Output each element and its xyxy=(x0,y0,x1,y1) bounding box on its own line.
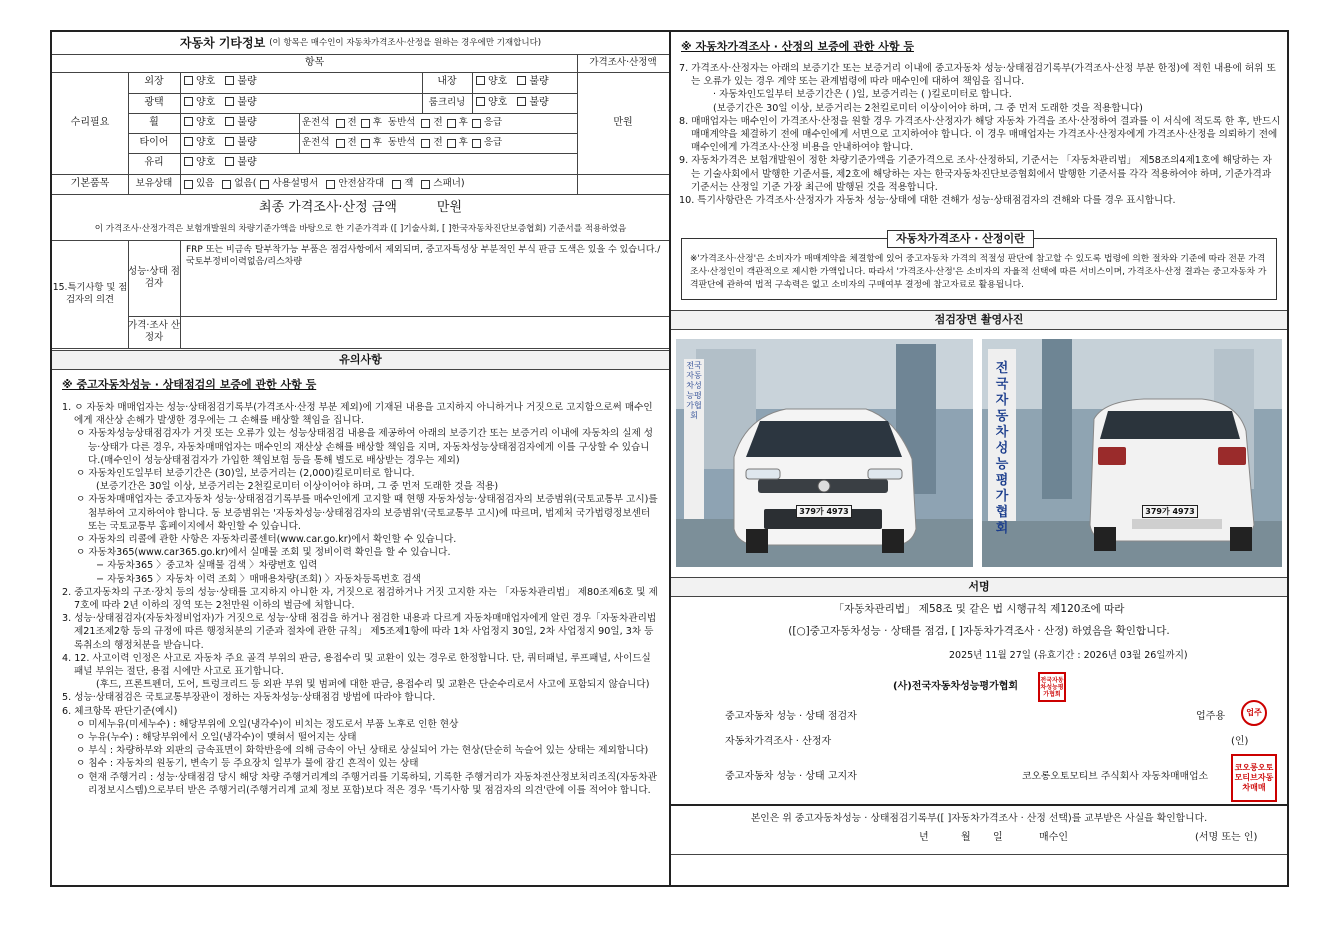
buyer-sign: (서명 또는 인) xyxy=(1195,832,1258,843)
interior-good-checkbox[interactable] xyxy=(476,76,485,85)
gloss-good-checkbox[interactable] xyxy=(184,97,193,106)
tire-driver-rear-checkbox[interactable] xyxy=(361,139,370,148)
repair-needed-label: 수리필요 xyxy=(70,116,110,128)
perf-inspector-label: 성능·상태 점검자 xyxy=(128,266,180,289)
rear-license-plate: 379가 4973 xyxy=(1142,505,1198,518)
notice-item: 3. 성능·상태점검자(자동차정비업자)가 거짓으로 성능·상태 점검을 하거나 점검한 내용과 다르게 자동차매매업자에게 알린 경우「자동차관리법 제21조제2항 등의 규정에 따른 행정처분의 기준과 절차에 관한 규칙」 제5조제1항에 따라 1차 사업정지 30일, 2차 사업정지 90일, 3차 등록취소의 행정처분을 받습니다. xyxy=(62,613,657,651)
exterior-bad-checkbox[interactable] xyxy=(225,76,234,85)
buyer-label: 매수인 xyxy=(1039,832,1068,843)
room-cleaning-options: 양호 불량 xyxy=(472,93,577,113)
photo-area xyxy=(671,331,1287,577)
wheel-good-checkbox[interactable] xyxy=(184,117,193,126)
exterior-options: 양호 불량 xyxy=(180,72,422,93)
room-good-checkbox[interactable] xyxy=(476,97,485,106)
final-price-unit: 만원 xyxy=(436,199,463,215)
receipt-day: 일 xyxy=(993,832,1003,843)
signature-title: 서명 xyxy=(671,577,1287,597)
front-banner-text: 전국자동차성능평가협회 xyxy=(686,361,702,420)
guarantee-item: (보증기간은 30일 이상, 보증거리는 2천킬로미터 이상이어야 하며, 그 중 먼저 도래한 것을 적용합니다) xyxy=(713,102,1143,114)
interior-label: 내장 xyxy=(437,76,457,88)
right-column xyxy=(671,32,1287,885)
notice-item: 4. 12. 사고이력 인정은 사고로 자동차 주요 골격 부위의 판금, 용접수리 및 교환이 있는 경우로 한정합니다. 단, 쿼터패널, 루프패널, 사이드실패널 부위는 절단, 용접 시에만 사고로 표기합니다. xyxy=(62,652,651,678)
notice-item: ㅇ 자동차365(www.car365.go.kr)에서 실매물 조회 및 정비이력 확인을 할 수 있습니다. xyxy=(76,547,451,559)
wheel-label: 휠 xyxy=(149,116,159,128)
guarantee-item: 9. 자동차가격은 보험개발원이 정한 차량기준가액을 기준가격으로 조사·산정하되, 기준서는 「자동차관리법」 제58조의4제1호에 해당하는 자는 기술사회에서 발행한 기준서를, 제2호에 해당하는 자는 한국자동차진단보증협회에서 발행한 기준서를 각각 적용하여야 하며, 기준가격과 기준서는 산정일 기준 가장 최근에 발행된 것을 적용합니다. xyxy=(679,155,1272,193)
basic-items-label: 기본품목 xyxy=(70,177,110,189)
inspection-record-sheet xyxy=(50,30,1289,887)
notice-item: ㅇ 미세누유(미세누수) : 해당부위에 오일(냉각수)이 비치는 정도로서 부품 노후로 인한 현상 xyxy=(76,718,459,730)
notice-item: ㅇ 자동차인도일부터 보증기간은 (30)일, 보증거리는 (2,000)킬로미터로 합니다. xyxy=(76,468,415,480)
notice-item: ㅇ 부식 : 차량하부와 외판의 금속표면이 화학반응에 의해 금속이 아닌 상태로 상실되어 가는 현상(단순히 녹슬어 있는 상태는 제외합니다) xyxy=(76,745,649,757)
front-inspection-photo xyxy=(676,339,973,567)
manual-checkbox[interactable] xyxy=(260,180,269,189)
notice-item: ㅇ 침수 : 자동차의 원동기, 변속기 등 주요장치 일부가 물에 잠긴 흔적이 있는 상태 xyxy=(76,758,419,770)
notice-item: 5. 성능·상태점검은 국토교통부장관이 정하는 자동차성능·상태점검 방법에 따라야 합니다. xyxy=(62,692,436,704)
gloss-label: 광택 xyxy=(144,96,164,108)
room-cleaning-label: 룸크리닝 xyxy=(428,97,466,109)
front-license-plate: 379가 4973 xyxy=(796,505,852,518)
perf-inspector-opinion: FRP 또는 비금속 탈부착가능 부품은 점검사항에서 제외되며, 중고자특성상 부분적인 부식 판금 도색은 있을 수 있습니다./국토부정비이력없음/리스차량 xyxy=(186,245,661,267)
left-column xyxy=(52,32,671,885)
wheel-bad-checkbox[interactable] xyxy=(225,117,234,126)
notice-item: (보증기간은 30일 이상, 보증거리는 2천킬로미터 이상이어야 하며, 그 중 먼저 도래한 것을 적용) xyxy=(96,481,499,493)
inspector-seal: 업주 xyxy=(1241,700,1267,726)
tire-position-options: 운전석 전 후 동반석 전 후 응급 xyxy=(302,137,503,149)
definition-title: 자동차가격조사 · 산정이란 xyxy=(887,230,1034,248)
notifier-name: 코오롱오토모티브 주식회사 자동차매매업소 xyxy=(1022,771,1209,782)
jack-checkbox[interactable] xyxy=(392,180,401,189)
glass-label: 유리 xyxy=(144,157,164,169)
guarantee-heading: ※ 자동차가격조사 · 산정의 보증에 관한 사항 등 xyxy=(681,40,914,53)
item-column-header: 항목 xyxy=(304,56,325,68)
sign-date: 2025년 11월 27일 (유효기간 : 2026년 03월 26일까지) xyxy=(949,650,1188,661)
definition-box xyxy=(681,232,1277,300)
tire-driver-front-checkbox[interactable] xyxy=(336,139,345,148)
gloss-options: 양호 불량 xyxy=(180,93,422,113)
receipt-line: 본인은 위 중고자동차성능 · 상태점검기록부([ ]자동차가격조사 · 산정 선택)를 교부받은 사실을 확인합니다. xyxy=(750,813,1208,825)
price-unit: 만원 xyxy=(613,116,633,128)
tire-good-checkbox[interactable] xyxy=(184,137,193,146)
inspector-label: 중고자동차 성능 · 상태 점검자 xyxy=(725,711,857,722)
rear-banner-text: 전국자동차성능평가협회 xyxy=(995,361,1009,536)
guarantee-list xyxy=(679,62,1281,207)
notice-item: ㅇ 자동차의 리콜에 관한 사항은 자동차리콜센터(www.car.go.kr)에서 확인할 수 있습니다. xyxy=(76,534,457,546)
tire-bad-checkbox[interactable] xyxy=(225,137,234,146)
tire-emergency-checkbox[interactable] xyxy=(472,139,481,148)
tire-options: 양호 불량 xyxy=(180,133,299,153)
room-bad-checkbox[interactable] xyxy=(517,97,526,106)
notice-item: 6. 체크항목 판단기준(예시) xyxy=(62,705,178,717)
final-price-row xyxy=(52,197,669,219)
interior-options: 양호 불량 xyxy=(472,72,577,93)
interior-bad-checkbox[interactable] xyxy=(517,76,526,85)
association-seal: 전국자동차성능평가협회 xyxy=(1038,672,1066,702)
notice-item: 2. 중고자동차의 구조·장치 등의 성능·상태를 고지하지 아니한 자, 거짓으로 점검하거나 거짓 고지한 자는 「자동차관리법」 제80조제6호 및 제7호에 따라 2년 이하의 징역 또는 2천만원 이하의 벌금에 처합니다. xyxy=(62,586,658,612)
other-info-note: (이 항목은 매수인이 자동차가격조사·산정을 원하는 경우에만 기재합니다) xyxy=(269,37,542,48)
rear-inspection-photo xyxy=(982,339,1282,567)
inspector-sign: 업주용 xyxy=(1196,711,1225,722)
notice-item: (후드, 프론트펜더, 도어, 트렁크리드 등 외판 부위 및 범퍼에 대한 판금, 용접수리 및 교환은 단순수리로서 사고에 포함되지 않습니다) xyxy=(96,679,650,691)
dealer-seal: 코오롱오토모티브자동차매매 xyxy=(1231,754,1277,802)
basic-items-options: 있음 없음( 사용설명서 안전삼각대 잭 스패너) xyxy=(180,174,577,194)
have-checkbox[interactable] xyxy=(184,180,193,189)
safety-triangle-checkbox[interactable] xyxy=(326,180,335,189)
own-status-label: 보유상태 xyxy=(135,178,173,190)
standard-note: 이 가격조사·산정가격은 보험개발원의 차량기준가액을 바탕으로 한 기준가격과 ([ ]기술사회, [ ]한국자동차진단보증협회) 기준서를 적용하였음 xyxy=(94,223,627,234)
sign-line-1: 「자동차관리법」 제58조 및 같은 법 시행규칙 제120조에 따라 xyxy=(833,603,1125,616)
special-notes-label: 15.특기사항 및 점검자의 의견 xyxy=(52,282,128,305)
wheel-position-options: 운전석 전 후 동반석 전 후 응급 xyxy=(302,117,503,129)
gloss-bad-checkbox[interactable] xyxy=(225,97,234,106)
receipt-month: 월 xyxy=(961,832,971,843)
guarantee-item: · 자동차인도일부터 보증기간은 ( )일, 보증거리는 ( )킬로미터로 합니다. xyxy=(713,89,1012,101)
tire-pass-rear-checkbox[interactable] xyxy=(447,139,456,148)
notice-item: − 자동차365 〉자동차 이력 조회 〉매매용차량(조회) 〉자동차등록번호 검색 xyxy=(96,573,421,585)
exterior-label: 외장 xyxy=(144,76,164,88)
final-price-label: 최종 가격조사·산정 금액 xyxy=(258,199,397,215)
glass-good-checkbox[interactable] xyxy=(184,157,193,166)
glass-bad-checkbox[interactable] xyxy=(225,157,234,166)
definition-text: ※'가격조사·산정'은 소비자가 매매계약을 체결함에 있어 중고자동차 가격의 적절성 판단에 참고할 수 있도록 법령에 의한 절차와 기준에 따라 전문 가격조사·산정인이 객관적으로 제시한 가액입니다. 따라서 '가격조사·산정'은 소비자의 자율적 선택에 따른 서비스이며, 가격조사·산정 결과는 중고자동차 가격판단에 관하여 법적 구속력은 없고 소비자의 구매여부 결정에 참고자료로 활용됩니다. xyxy=(690,254,1267,290)
price-appraiser-label: 가격·조사 산정자 xyxy=(128,320,180,343)
glass-options: 양호 불량 xyxy=(180,153,422,174)
photo-title: 점검장면 촬영사진 xyxy=(671,310,1287,330)
notice-item: ㅇ 자동차매매업자는 중고자동차 성능·상태점검기록부를 매수인에게 고지할 때 현행 자동차성능·상태점검자의 보증범위(국토교통부 고시)를 첨부하여 고지하여야 합니다. 동 보증범위는 '자동차성능·상태점검자의 보증범위'(국토교통부 고시)에 따르며, 법제처 국가법령정보센터 또는 국토교통부 홈페이지에서 확인할 수 있습니다. xyxy=(76,494,658,532)
guarantee-item: 8. 매매업자는 매수인이 가격조사·산정을 원할 경우 가격조사·산정자가 해당 자동차 가격을 조사·산정하여 결과를 이 서식에 적도록 한 후, 반드시 매매계약을 체결하기 전에 매수인에게 서면으로 고지하여야 합니다. 이 경우 매매업자는 가격조사·산정자에게 가격조사·산정을 의뢰하기 전에 매수인에게 가격조사·산정 비용을 안내하여야 합니다. xyxy=(679,115,1281,154)
wheel-driver-front-checkbox[interactable] xyxy=(336,119,345,128)
spanner-checkbox[interactable] xyxy=(421,180,430,189)
price-column-header: 가격조사·산정액 xyxy=(589,57,657,69)
none-checkbox[interactable] xyxy=(222,180,231,189)
tire-pass-front-checkbox[interactable] xyxy=(421,139,430,148)
receipt-year: 년 xyxy=(919,832,929,843)
guarantee-item: 7. 가격조사·산정자는 아래의 보증기간 또는 보증거리 이내에 중고자동차 성능·상태점검기록부(가격조사·산정 부분 한정)에 적힌 내용에 허위 또는 오류가 있는 경우 계약 또는 관계법령에 따라 매수인에 대하여 책임을 집니다. xyxy=(679,63,1276,88)
wheel-emergency-checkbox[interactable] xyxy=(472,119,481,128)
guarantee-item: 10. 특기사항란은 가격조사·산정자가 자동차 성능·상태에 대한 견해가 성능·상태점검자의 견해와 다를 경우 표시합니다. xyxy=(679,195,1176,207)
notice-list xyxy=(62,401,660,797)
other-info-title: 자동차 기타정보 xyxy=(179,35,266,50)
notice-item: − 자동차365 〉중고차 실매물 검색 〉차량번호 입력 xyxy=(96,560,318,572)
wheel-pass-front-checkbox[interactable] xyxy=(421,119,430,128)
sign-line-2: ([○]중고자동차성능 · 상태를 점검, [ ]자동차가격조사 · 산정) 하였음을 확인합니다. xyxy=(788,625,1170,638)
tire-label: 타이어 xyxy=(139,136,169,148)
notice-item: ㅇ 누유(누수) : 해당부위에서 오일(냉각수)이 맺혀서 떨어지는 상태 xyxy=(76,732,357,744)
appraiser-sign: (인) xyxy=(1231,736,1249,747)
notice-item: ㅇ 자동차성능상태점검자가 거짓 또는 오류가 있는 성능상태점검 내용을 제공하여 아래의 보증기간 또는 보증거리 이내에 자동차의 실제 성능·상태가 다른 경우, 자동차매매업자는 매수인의 재산상 손해를 배상할 책임을 지며, 자동차성능상태점검자에게 이를 구상할 수 있습니다.(매수인이 성능상태점검자가 가입한 책임보험 등을 통해 별도로 배상받는 경우는 제외) xyxy=(76,428,654,466)
wheel-driver-rear-checkbox[interactable] xyxy=(361,119,370,128)
wheel-pass-rear-checkbox[interactable] xyxy=(447,119,456,128)
receipt-date-row xyxy=(671,832,1287,847)
notice-item: 1. ㅇ 자동차 매매업자는 성능·상태점검기록부(가격조사·산정 부분 제외)에 기재된 내용을 고지하지 아니하거나 거짓으로 고지함으로써 매수인에게 재산상 손해가 발생한 경우에는 그 손해를 배상할 책임을 집니다. xyxy=(62,402,653,427)
appraiser-label: 자동차가격조사 · 산정자 xyxy=(725,736,832,747)
wheel-options: 양호 불량 xyxy=(180,113,299,133)
notice-item: ㅇ 현재 주행거리 : 성능·상태점검 당시 해당 차량 주행거리계의 주행거리를 기록하되, 기록한 주행거리가 자동차전산정보처리조직(자동차관리정보시스템)으로부터 받은 주행거리(주행거리계 교체 정보 포함)보다 적은 경우 '특기사항 및 점검자의 의견'란에 이를 적어야 합니다. xyxy=(76,771,657,796)
notice-heading: ※ 중고자동차성능 · 상태점검의 보증에 관한 사항 등 xyxy=(62,378,317,391)
notifier-label: 중고자동차 성능 · 상태 고지자 xyxy=(725,771,857,782)
other-info-header xyxy=(52,32,669,54)
exterior-good-checkbox[interactable] xyxy=(184,76,193,85)
association-name: (사)전국자동차성능평가협회 xyxy=(893,681,1019,692)
notice-title: 유의사항 xyxy=(52,350,669,370)
